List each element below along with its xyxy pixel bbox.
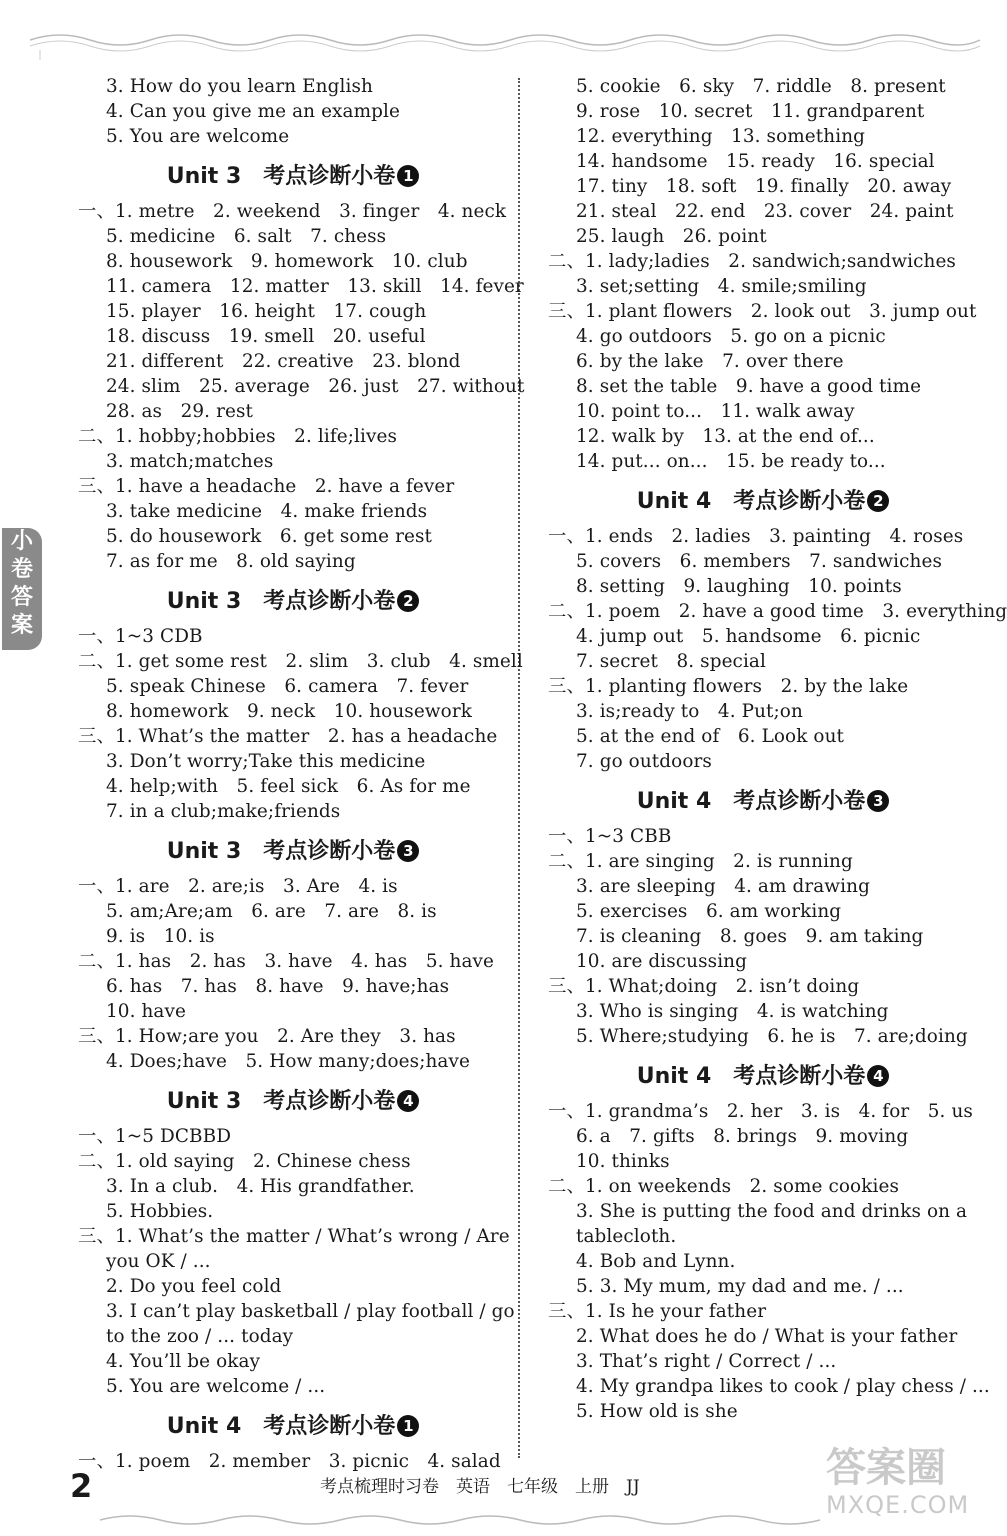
section-title [548,482,978,522]
answer-line: 12. walk by 13. at the end of... [576,426,875,447]
section-title-text: Unit 3 考点诊断小卷 [166,1089,396,1114]
answer-line: 二、1. has 2. has 3. have 4. has 5. have [78,951,495,972]
answer-line: 3. match;matches [106,451,274,472]
section-number-badge: 2 [867,490,889,512]
answer-line: 二、1. poem 2. have a good time 3. everything [548,601,1007,622]
side-tab-char: 案 [10,613,33,638]
section-title [78,582,508,622]
section-title-text: Unit 3 考点诊断小卷 [166,164,396,189]
answer-line: 5. You are welcome [106,126,290,147]
answer-line: 3. That’s right / Correct / ... [576,1351,837,1372]
answer-line: 8. setting 9. laughing 10. points [576,576,902,597]
answer-line: 24. slim 25. average 26. just 27. without [106,376,525,397]
answer-line: 5. covers 6. members 7. sandwiches [576,551,942,572]
answer-line: 一、1. poem 2. member 3. picnic 4. salad [78,1451,501,1472]
answer-line: 14. handsome 15. ready 16. special [576,151,935,172]
answer-line: 7. as for me 8. old saying [106,551,356,572]
answer-line: 4. jump out 5. handsome 6. picnic [576,626,921,647]
section-title [548,1057,978,1097]
answer-line: 25. laugh 26. point [576,226,767,247]
answer-line: 3. are sleeping 4. am drawing [576,876,870,897]
section-title-text: Unit 4 考点诊断小卷 [636,1064,866,1089]
watermark-text: 答案圈 [826,1445,946,1491]
answer-line: 9. rose 10. secret 11. grandparent [576,101,925,122]
answer-line: to the zoo / ... today [106,1326,294,1347]
answer-line: 8. set the table 9. have a good time [576,376,922,397]
answer-line: 三、1. What’s the matter 2. has a headache [78,726,498,747]
answer-line: 15. player 16. height 17. cough [106,301,427,322]
answer-line: 2. What does he do / What is your father [576,1326,958,1347]
section-number-badge: 2 [397,590,419,612]
section-number-badge: 4 [867,1065,889,1087]
answer-line: 一、1~3 CDB [78,626,203,647]
answer-line: 4. help;with 5. feel sick 6. As for me [106,776,471,797]
section-number-badge: 1 [397,1415,419,1437]
answer-line: 三、1. Is he your father [548,1301,767,1322]
answer-line: 7. secret 8. special [576,651,766,672]
answer-line: 一、1~3 CBB [548,826,672,847]
answer-line: 5. 3. My mum, my dad and me. / ... [576,1276,904,1297]
answer-line: 3. She is putting the food and drinks on a [576,1201,968,1222]
section-title-text: Unit 4 考点诊断小卷 [166,1414,396,1439]
answer-line: 二、1. old saying 2. Chinese chess [78,1151,411,1172]
answer-line: 3. Don’t worry;Take this medicine [106,751,426,772]
answer-line: tablecloth. [576,1226,677,1247]
answer-line: 3. How do you learn English [106,76,373,97]
side-tab [2,528,42,650]
answer-line: 7. is cleaning 8. goes 9. am taking [576,926,924,947]
answer-line: 3. is;ready to 4. Put;on [576,701,803,722]
answer-line: 三、1. What;doing 2. isn’t doing [548,976,860,997]
answer-line: 二、1. hobby;hobbies 2. life;lives [78,426,397,447]
answer-line: 3. take medicine 4. make friends [106,501,428,522]
section-number-badge: 3 [867,790,889,812]
section-title [78,1082,508,1122]
section-title [78,832,508,872]
answer-line: 二、1. lady;ladies 2. sandwich;sandwiches [548,251,956,272]
answer-line: 三、1. How;are you 2. Are they 3. has [78,1026,456,1047]
answer-line: 4. Does;have 5. How many;does;have [106,1051,470,1072]
answer-line: 7. in a club;make;friends [106,801,341,822]
answer-line: 3. I can’t play basketball / play football / go [106,1301,515,1322]
side-tab-char: 卷 [10,557,33,582]
section-title-text: Unit 4 考点诊断小卷 [636,489,866,514]
answer-line: 三、1. have a headache 2. have a fever [78,476,455,497]
answer-line: 10. are discussing [576,951,747,972]
answer-line: 3. In a club. 4. His grandfather. [106,1176,415,1197]
answer-line: 4. Can you give me an example [106,101,400,122]
answer-line: 5. at the end of 6. Look out [576,726,845,747]
section-title-text: Unit 3 考点诊断小卷 [166,839,396,864]
answer-line: 3. set;setting 4. smile;smiling [576,276,867,297]
answer-line: 一、1. grandma’s 2. her 3. is 4. for 5. us [548,1101,973,1122]
footer-text: 考点梳理时习卷 英语 七年级 上册 JJ [320,1477,640,1497]
answer-line: 二、1. are singing 2. is running [548,851,853,872]
answer-line: 三、1. plant flowers 2. look out 3. jump out [548,301,977,322]
answer-line: 5. cookie 6. sky 7. riddle 8. present [576,76,946,97]
answer-line: 三、1. planting flowers 2. by the lake [548,676,909,697]
answer-line: 8. homework 9. neck 10. housework [106,701,472,722]
decorative-wavy-border-top [0,0,1007,60]
right-column [548,74,1007,1424]
answer-line: 6. has 7. has 8. have 9. have;has [106,976,450,997]
answer-line: 二、1. on weekends 2. some cookies [548,1176,899,1197]
section-title [78,1407,508,1447]
answer-line: 5. How old is she [576,1401,738,1422]
answer-line: 14. put... on... 15. be ready to... [576,451,886,472]
section-number-badge: 4 [397,1090,419,1112]
side-tab-char: 答 [10,585,33,610]
answer-line: 一、1. ends 2. ladies 3. painting 4. roses [548,526,964,547]
answer-line: 一、1. are 2. are;is 3. Are 4. is [78,876,398,897]
answer-line: 7. go outdoors [576,751,712,772]
answer-line: 3. Who is singing 4. is watching [576,1001,889,1022]
answer-line: 2. Do you feel cold [106,1276,282,1297]
section-title [78,157,508,197]
answer-line: 11. camera 12. matter 13. skill 14. fever [106,276,524,297]
answer-line: 二、1. get some rest 2. slim 3. club 4. smell [78,651,523,672]
section-title [548,782,978,822]
answer-line: 4. go outdoors 5. go on a picnic [576,326,886,347]
answer-line: 12. everything 13. something [576,126,866,147]
answer-line: 28. as 29. rest [106,401,253,422]
section-title-text: Unit 3 考点诊断小卷 [166,589,396,614]
page-number: 2 [70,1467,93,1505]
answer-line: 5. exercises 6. am working [576,901,842,922]
answer-line: 9. is 10. is [106,926,215,947]
answer-line: 21. steal 22. end 23. cover 24. paint [576,201,954,222]
answer-line: 10. thinks [576,1151,670,1172]
answer-line: 17. tiny 18. soft 19. finally 20. away [576,176,952,197]
answer-line: 4. You’ll be okay [106,1351,261,1372]
answer-line: 三、1. What’s the matter / What’s wrong / Are [78,1226,510,1247]
answer-line: 6. by the lake 7. over there [576,351,844,372]
answer-line: 一、1~5 DCBBD [78,1126,232,1147]
section-number-badge: 1 [397,165,419,187]
left-column [78,74,525,1474]
answer-line: 18. discuss 19. smell 20. useful [106,326,426,347]
answer-line: 5. Hobbies. [106,1201,214,1222]
answer-line: 5. You are welcome / ... [106,1376,326,1397]
answer-line: you OK / ... [106,1251,211,1272]
answer-line: 一、1. metre 2. weekend 3. finger 4. neck [78,201,507,222]
answer-line: 5. do housework 6. get some rest [106,526,432,547]
answer-line: 10. have [106,1001,186,1022]
answer-line: 8. housework 9. homework 10. club [106,251,468,272]
answer-line: 5. Where;studying 6. he is 7. are;doing [576,1026,968,1047]
watermark [826,1444,996,1524]
side-tab-char: 小 [10,529,33,554]
answer-line: 4. My grandpa likes to cook / play chess / ... [576,1376,990,1397]
answer-line: 6. a 7. gifts 8. brings 9. moving [576,1126,909,1147]
answer-line: 21. different 22. creative 23. blond [106,351,461,372]
answer-line: 5. am;Are;am 6. are 7. are 8. is [106,901,437,922]
answer-line: 5. speak Chinese 6. camera 7. fever [106,676,469,697]
section-number-badge: 3 [397,840,419,862]
answer-line: 5. medicine 6. salt 7. chess [106,226,387,247]
answer-line: 10. point to... 11. walk away [576,401,855,422]
answer-line: 4. Bob and Lynn. [576,1251,736,1272]
section-title-text: Unit 4 考点诊断小卷 [636,789,866,814]
watermark-url: MXQE.COM [826,1491,970,1519]
